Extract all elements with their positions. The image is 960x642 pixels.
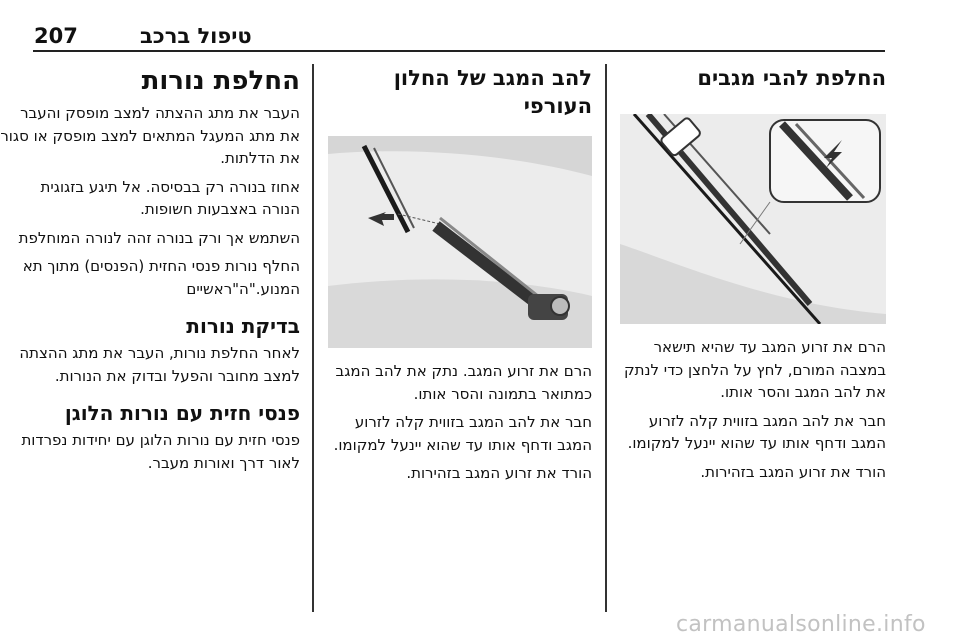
subheading-halogen-headlights: פנסי חזית עם נורות הלוגן	[64, 401, 300, 425]
paragraph-2: אחוז בנורה רק בבסיסה. אל תיגע בזגוגית הנורה באצבעות חשופות.	[40, 177, 300, 218]
chapter-title: טיפול ברכב	[140, 24, 252, 48]
subheading-bulb-check: בדיקת נורות	[186, 314, 300, 338]
paragraph-4: החלף נורות פנסי החזית (הפנסים) מתוך תא המנוע."ה"ראשיים	[22, 257, 300, 298]
section-wiper-blade-replacement	[620, 64, 886, 489]
section-title: החלפת להבי מגבים	[697, 66, 886, 90]
column-divider-right	[605, 64, 607, 612]
rear-wiper-figure	[328, 136, 592, 348]
page-number: 207	[34, 24, 78, 48]
header-rule	[33, 50, 885, 52]
paragraph-3: הורד את זרוע המגב בזהירות.	[406, 464, 592, 482]
paragraph-1: העבר את מתג ההצתה למצב מופסק והעבר את מתג המעגל המתאים למצב מופסק או סגור את הדלתות.	[0, 104, 300, 167]
watermark: carmanualsonline.info	[676, 612, 926, 637]
column-divider-left	[312, 64, 314, 612]
paragraph-halogen-headlights: פנסי חזית עם נורות הלוגן עם יחידות נפרדות לאור דרך ואורות מעבר.	[21, 431, 300, 472]
wiper-blade-figure	[620, 114, 886, 324]
paragraph-2: חבר את להב המגב בזווית קלה לזרוע המגב ודחף אותו עד שהוא יינעל למקומו.	[627, 411, 886, 452]
section-title: להב המגב של החלון העורפי	[393, 66, 592, 118]
paragraph-3: השתמש אך ורק בנורה זהה לנורה המוחלפת	[18, 228, 300, 247]
rear-wiper-illustration	[328, 136, 592, 348]
section-rear-window-wiper	[328, 64, 592, 491]
paragraph-2: חבר את להב המגב בזווית קלה לזרוע המגב ודחף אותו עד שהוא יינעל למקומו.	[333, 413, 592, 454]
paragraph-1: הרם את זרוע המגב עד שהיא תישאר במצבה המורם, לחץ על הלחצן כדי לנתק את להב המגב והסר אותו.	[623, 338, 886, 401]
paragraph-3: הורד את זרוע המגב בזהירות.	[700, 462, 886, 481]
paragraph-bulb-check: לאחר החלפת נורות, העבר את מתג ההצתה למצב מחובר והפעל ובדוק את הנורות.	[19, 344, 300, 385]
section-bulb-replacement	[0, 64, 300, 480]
paragraph-1: הרם את זרוע המגב. נתק את להב המגב כמתואר בתמונה והסר אותו.	[335, 362, 592, 403]
section-title: החלפת נורות	[141, 66, 300, 96]
wiper-blade-illustration	[620, 114, 886, 324]
